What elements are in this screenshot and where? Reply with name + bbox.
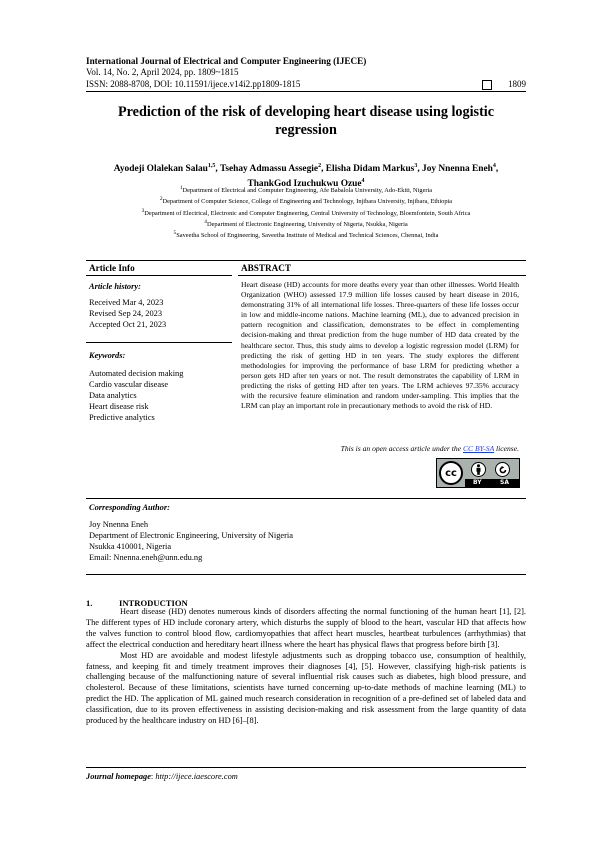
corresponding-name: Joy Nnenna Eneh [89, 520, 149, 529]
author-affil-sup: 1,5 [207, 163, 216, 169]
journal-name: International Journal of Electrical and Computer Engineering (IJECE) [86, 56, 367, 66]
author: Ayodeji Olalekan Salau [113, 164, 208, 175]
author-affil-sup: 2 [318, 163, 322, 169]
article-info-heading: Article Info [89, 263, 135, 273]
author-separator: , [495, 164, 499, 175]
keyword: Data analytics [89, 391, 137, 400]
abstract-rule [238, 275, 526, 276]
author-affil-sup: 4 [361, 178, 365, 185]
keyword: Heart disease risk [89, 402, 149, 411]
affiliation: $^3$Department of Electrical, Electronic and Computer Engineering, Central University of Technology, Bloemfontein, South Africa [141, 207, 471, 217]
author-separator: , [417, 164, 422, 175]
affiliation-sup: 3 [141, 207, 145, 214]
affiliation-list [86, 184, 526, 241]
history-entry: Received Mar 4, 2023 [89, 298, 164, 307]
keyword: Cardio vascular disease [89, 380, 169, 389]
abstract-heading: ABSTRACT [241, 263, 292, 273]
affiliation-sup: 1 [179, 185, 183, 191]
keywords-heading: Keywords: [89, 351, 126, 360]
paper-title: Prediction of the risk of developing heart disease using logistic regression [117, 104, 495, 138]
corresponding-department: Department of Electronic Engineering, University of Nigeria [89, 531, 293, 540]
author-affil-sup: 3 [414, 163, 418, 169]
info-left-rule [86, 275, 232, 276]
affiliation-sup: 5 [173, 230, 177, 237]
abstract-text: Heart disease (HD) accounts for more deaths every year than other illnesses. World Health Organization (WHO) assessed 17.9 million life losses caused by heart disease in 2016, demonstrating 31% of all international life losses. Three-quarters of these life losses occur in low and middle-income nations. Machine learning (ML), due to advanced precision in pattern recognition and classification, demonstrates to be effect in complementing decision-making and threat prediction from the huge number of HD data created by the healthcare sector. Thus, this study aims to develop a logistic regression model (LRM) for predicting the risk of getting HD in ten years. The study explores the different methodologies for improving the performance of base LRM for predicting whether a person gets HD after ten years or not. The result demonstrates the capability of LRM in predicting the risks of getting HD after ten years. The LRM achieves 97.35% accuracy with the recursive feature elimination and random under-sampling. This implies that the LRM can play an important role in precautionary methods to avoid the risk of HD. [241, 280, 519, 411]
introduction-body [86, 607, 526, 727]
history-rule [86, 342, 232, 343]
affiliation: $^1$Department of Electrical and Computer Engineering, Afe Babalola University, Ado-Ekiti, Nigeria [179, 185, 433, 195]
author: Elisha Didam Markus [325, 164, 415, 175]
affiliation: $^4$Department of Electronic Engineering, University of Nigeria, Nsukka, Nigeria [204, 218, 408, 229]
section-number: 1. [86, 598, 93, 608]
square-bullet-icon [482, 80, 492, 90]
keyword: Predictive analytics [89, 413, 155, 422]
cc-by-sa-badge[interactable] [436, 458, 520, 488]
author-separator: , [321, 164, 326, 175]
attribution-icon [471, 462, 486, 477]
author-affil-sup: 4 [492, 163, 496, 169]
corresponding-author-details [89, 519, 529, 563]
section-title: INTRODUCTION [119, 598, 188, 608]
issn-doi-line: ISSN: 2088-8708, DOI: 10.11591/ijece.v14i2.pp1809-1815 [86, 79, 301, 89]
journal-homepage: Journal homepage: http://ijece.iaescore.com [86, 772, 238, 781]
affiliation: $^5$Saveetha School of Engineering, Saveetha Institute of Medical and Technical Sciences, Chennai, India [173, 230, 439, 240]
intro-paragraph: Most HD are avoidable and modest lifestyle adjustments such as dropping tobacco use, consumption of healthily, fatness, and keeping fit and timely treatment improves their diagnoses [4], [5]. However, classifying high-risk patients is challenging because of the malfunctioning nature of several influential risk causes such as diabetes, high blood pressure, and cholesterol. Because of these limitations, scientists have turned concerning up-to-date methods of machine learning (ML) to predict the HD. The application of ML gained much research consideration in recognition of a pre-defined set of labeled data and classification, due to its proven effectiveness in assisting decision-making and risk assessment from the large quantity of data produced by the healthcare industry on HD [6]–[8]. [86, 650, 526, 726]
keyword: Automated decision making [89, 369, 184, 378]
creative-commons-icon: cc [439, 461, 463, 485]
badge-by-label: BY [473, 479, 482, 486]
author: Tsehay Admassu Assegie [219, 164, 319, 175]
share-alike-icon [495, 462, 510, 477]
corresponding-bottom-rule [86, 574, 526, 575]
keywords-list [89, 368, 229, 423]
corresponding-address: Nsukka 410001, Nigeria [89, 542, 172, 551]
affiliation-sup: 2 [159, 196, 163, 203]
corresponding-author-heading: Corresponding Author: [89, 503, 170, 512]
article-history-list [89, 297, 229, 330]
author-separator: , [215, 164, 220, 175]
corresponding-email[interactable]: Email: Nnenna.eneh@unn.edu.ng [89, 553, 203, 562]
article-history-heading: Article history: [89, 282, 141, 291]
license-statement: This is an open access article under the CC BY-SA license. [340, 444, 519, 453]
history-entry: Revised Sep 24, 2023 [89, 309, 163, 318]
page-number: 1809 [508, 79, 526, 89]
intro-paragraph: Heart disease (HD) denotes numerous kinds of disorders affecting the normal functioning of the human heart [1], [2]. The different types of HD include coronary artery, which disturbs the supply of blood to the heart, vascular HD that affects how the valves function to control blood flow, cardiomyopathies that affect heart muscles, heartbeat turbulences (arrhythmias) that affect the electrical conduction and hereditary heart illness where the heart has physical flaws that progress before birth [3]. [86, 607, 526, 649]
cc-by-sa-link[interactable]: CC BY-SA [462, 444, 495, 453]
homepage-label: Journal homepage [86, 772, 151, 781]
info-top-rule [86, 260, 526, 261]
volume-line: Vol. 14, No. 2, April 2024, pp. 1809~1815 [86, 67, 239, 77]
badge-sa-label: SA [500, 479, 509, 486]
affiliation: $^2$Department of Computer Science, College of Engineering and Technology, Injibara University, Injibara, Ethiopia [159, 196, 453, 206]
homepage-link[interactable]: http://ijece.iaescore.com [155, 772, 238, 781]
history-entry: Accepted Oct 21, 2023 [89, 320, 167, 329]
footer-rule [86, 767, 526, 768]
affiliation-sup: 4 [204, 218, 207, 225]
header-rule [86, 91, 526, 92]
author: ThankGod Izuchukwu Ozue [247, 179, 362, 190]
author: Joy Nnenna Eneh [422, 164, 493, 175]
corresponding-top-rule [86, 498, 526, 499]
